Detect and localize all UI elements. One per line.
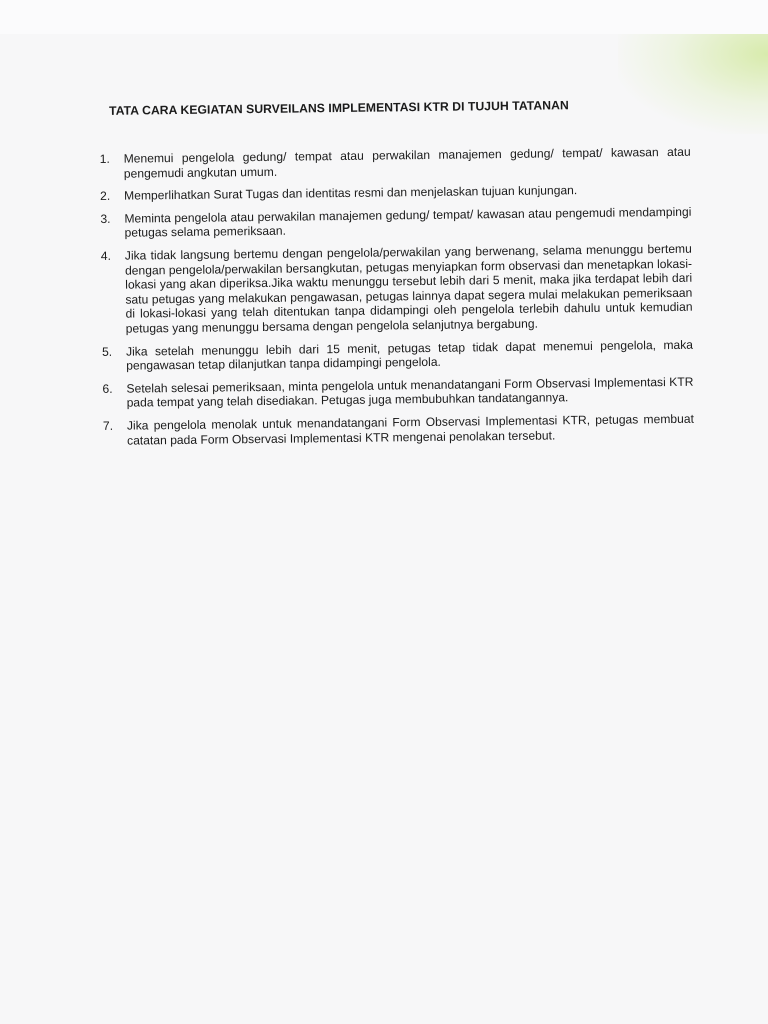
step-number: 6. [102, 381, 113, 396]
list-item [96, 145, 691, 181]
step-number: 2. [100, 189, 111, 204]
list-item [99, 412, 694, 448]
step-text: Memperlihatkan Surat Tugas dan identitas resmi dan menjelaskan tujuan kunjungan. [124, 183, 578, 203]
document-body [95, 97, 694, 456]
step-number: 7. [102, 418, 114, 433]
step-text: Setelah selesai pemeriksaan, minta pengelola untuk menandatangani Form Observasi Implementasi KTR pada tempat yang telah disediakan. Petugas juga membubuhkan tandatangannya. [126, 374, 694, 410]
scan-border [0, 0, 768, 34]
list-item [98, 337, 693, 373]
step-text: Jika pengelola menolak untuk menandatangani Form Observasi Implementasi KTR, petugas membuat catatan pada Form Observasi Implementasi KTR mengenai penolakan tersebut. [126, 411, 694, 448]
list-item [98, 374, 693, 410]
list-item [96, 205, 691, 241]
step-text: Jika tidak langsung bertemu dengan pengelola/perwakilan yang berwenang, selama menunggu bertemu dengan pengelola/perwakilan bersangkutan, petugas menyiapkan form observasi dan menetapkan lokasi-lokasi yang akan diperiksa.Jika waktu menunggu tersebut lebih dari 5 menit, maka jika terdapat lebih dari satu petugas yang melakukan pengawasan, petugas lainnya dapat segera mulai melakukan pemeriksaan di lokasi-lokasi yang telah ditentukan tanpa didampingi oleh pengelola terlebih dahulu untuk kemudian petugas yang menunggu bersama dengan pengelola selanjutnya bergabung. [124, 241, 693, 336]
step-number: 4. [100, 248, 112, 263]
step-number: 3. [100, 211, 111, 226]
step-number: 5. [101, 344, 113, 359]
step-text: Meminta pengelola atau perwakilan manajemen gedung/ tempat/ kawasan atau pengemudi mendampingi petugas selama pemeriksaan. [124, 204, 692, 241]
step-number: 1. [99, 151, 110, 166]
step-text: Jika setelah menunggu lebih dari 15 menit, petugas tetap tidak dapat menemui pengelola, maka pengawasan tetap dilanjutkan tanpa didampingi pengelola. [125, 337, 694, 373]
document-title: TATA CARA KEGIATAN SURVEILANS IMPLEMENTASI KTR DI TUJUH TATANAN [108, 98, 569, 118]
step-text: Menemui pengelola gedung/ tempat atau perwakilan manajemen gedung/ tempat/ kawasan atau pengemudi angkutan umum. [123, 144, 691, 181]
steps-list [96, 145, 695, 448]
list-item [96, 182, 691, 204]
list-item [97, 242, 693, 337]
